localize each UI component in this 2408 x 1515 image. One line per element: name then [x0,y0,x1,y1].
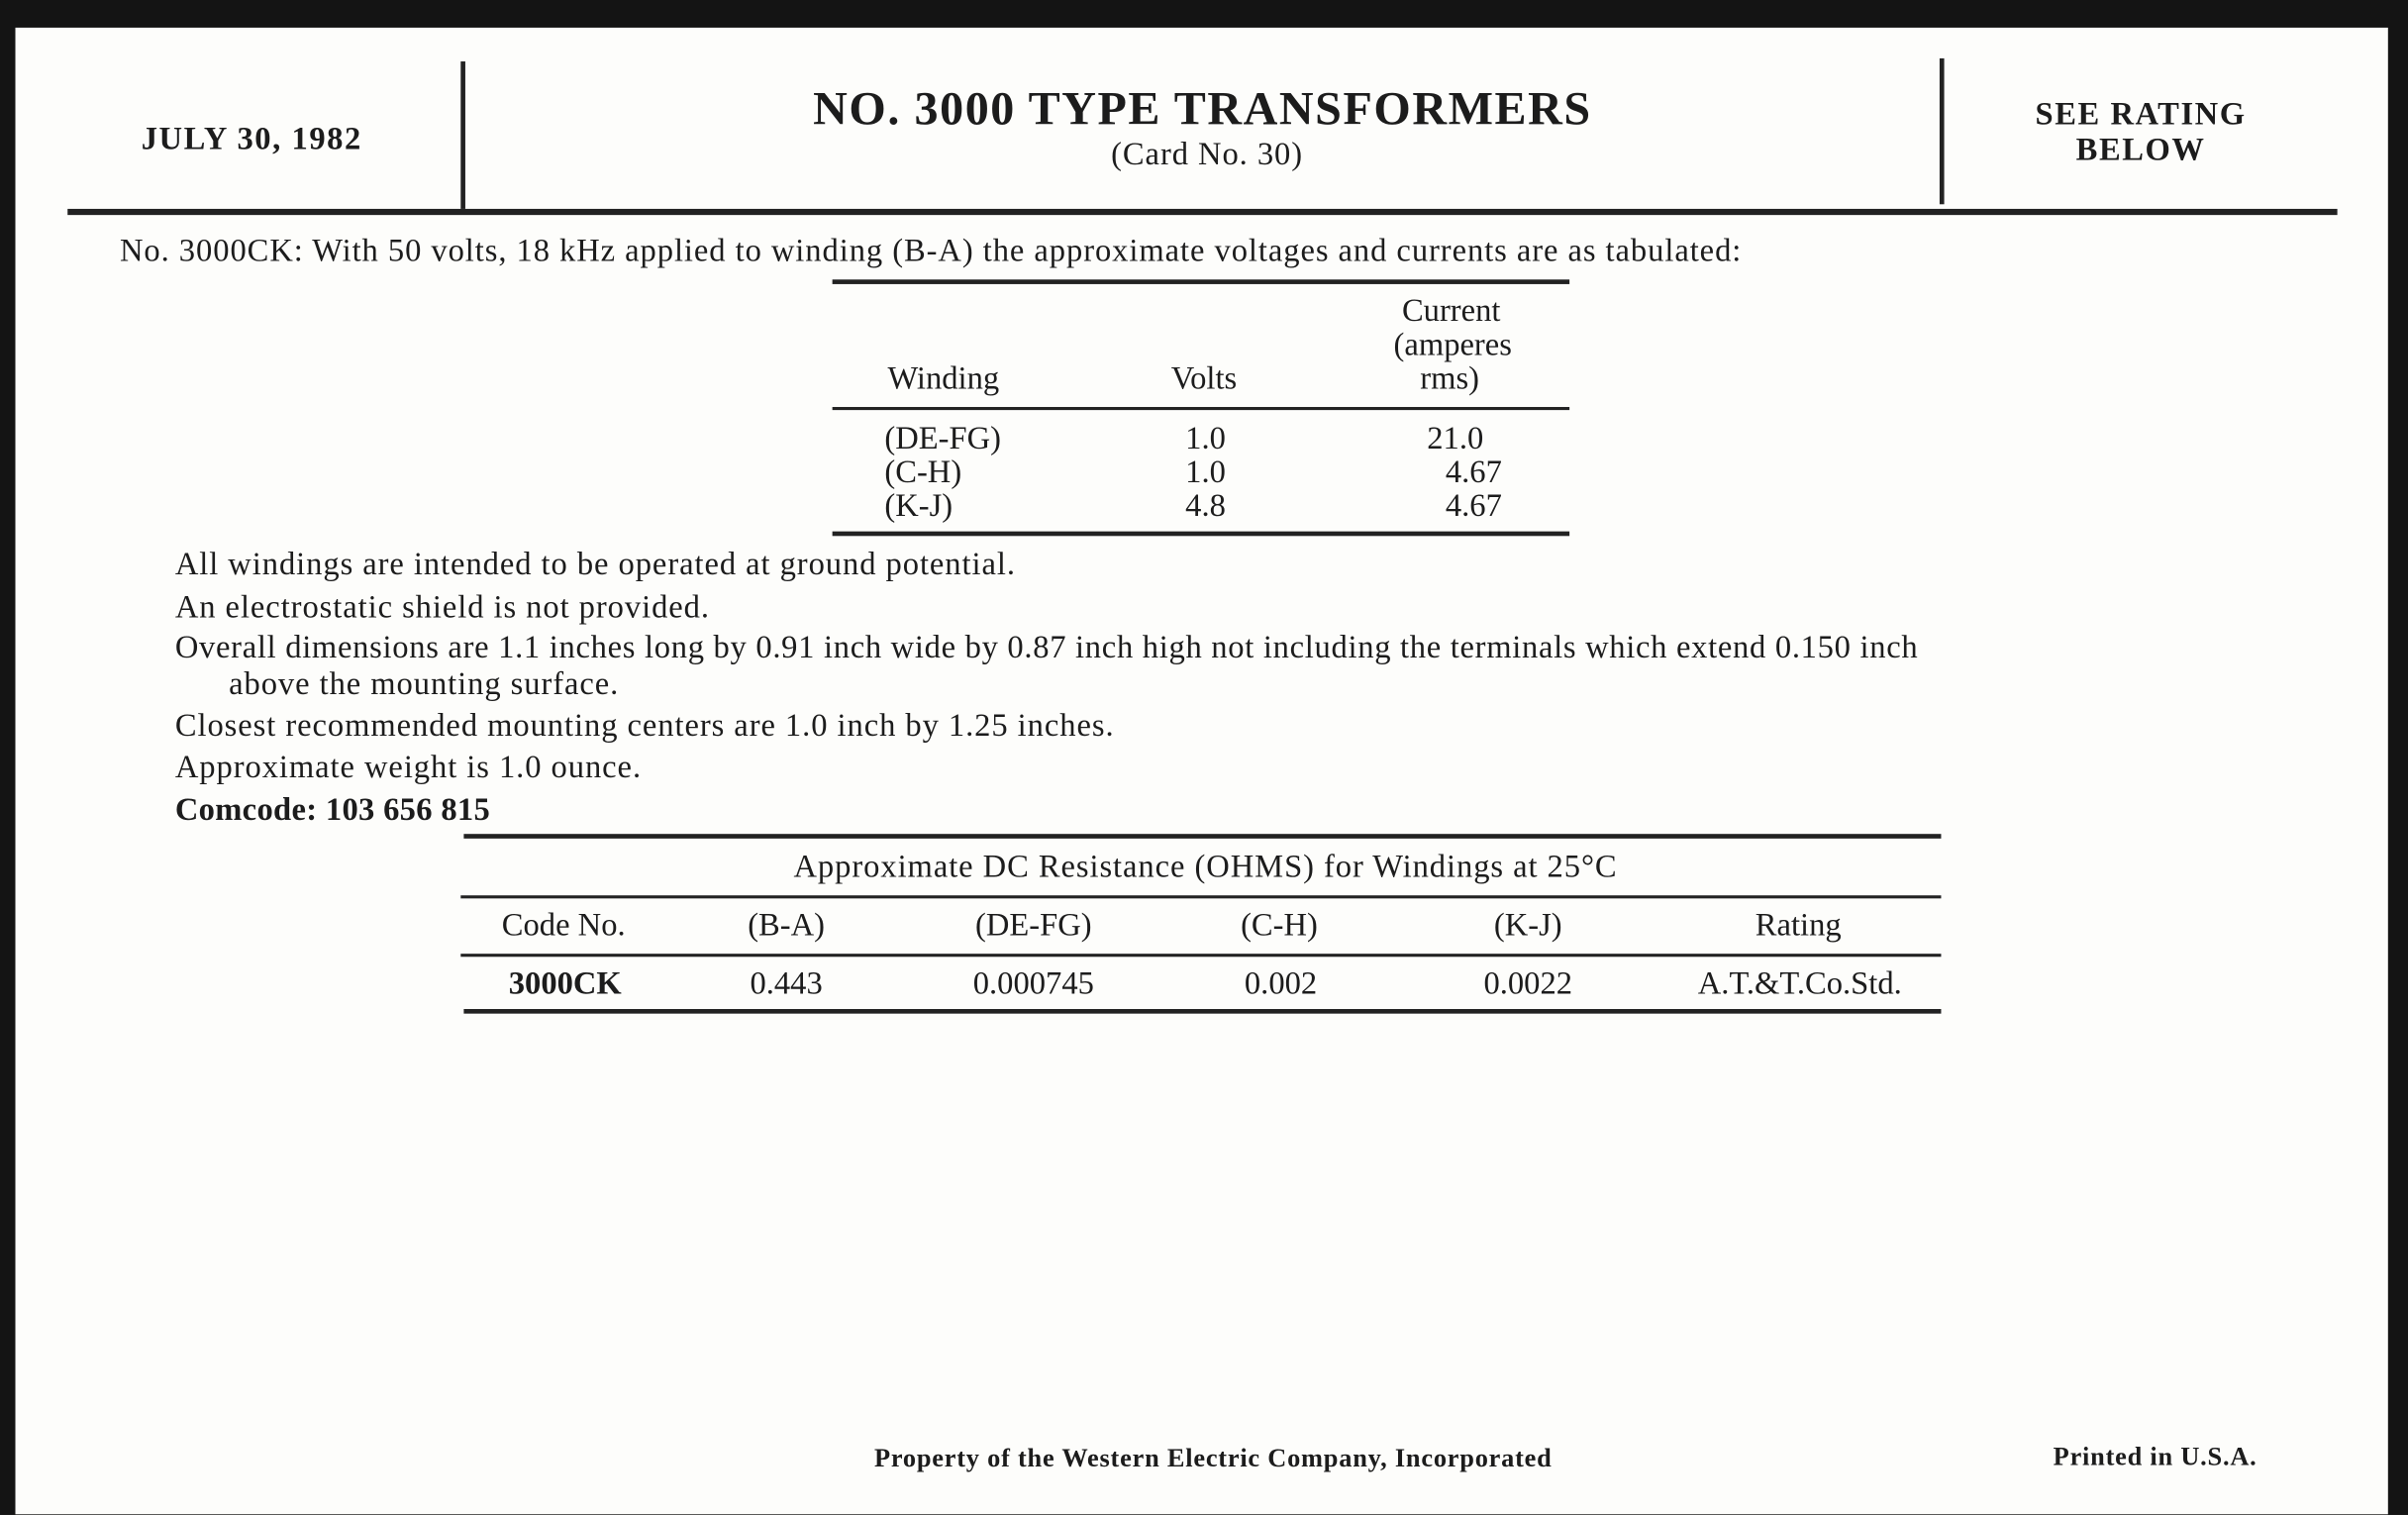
column-header-volts: Volts [1170,358,1238,397]
table-cell-current: 21.0 [1427,419,1484,456]
table-cell-rating: A.T.&T.Co.Std. [1697,964,1902,1002]
table-cell-volts: 1.0 [1185,453,1226,490]
table-cell-b-a: 0.443 [750,964,823,1002]
table-bottom-rule [833,532,1569,537]
header-rule [67,209,2337,215]
column-header-current: Current [1401,291,1501,329]
note-weight: Approximate weight is 1.0 ounce. [174,748,643,785]
resistance-table-bottom-rule [463,1009,1941,1014]
table-cell-winding: (C-H) [884,453,962,490]
column-header-current-rms: rms) [1420,358,1480,397]
header-divider-left [460,61,465,209]
note-mounting-centers: Closest recommended mounting centers are 1.0 inch by 1.25 inches. [174,706,1115,744]
column-header-b-a: (B-A) [748,906,826,944]
column-header-de-fg: (DE-FG) [975,906,1092,944]
column-header-code-no: Code No. [501,906,626,944]
column-header-current-unit: (amperes [1393,325,1512,363]
comcode: Comcode: 103 656 815 [174,790,491,828]
table-cell-current: 4.67 [1445,486,1502,524]
rating-note-line2: BELOW [2075,130,2206,168]
table-cell-volts: 1.0 [1185,419,1226,456]
note-ground-potential: All windings are intended to be operated at ground potential. [174,545,1016,582]
note-dimensions-continued: above the mounting surface. [229,664,620,702]
footer-property: Property of the Western Electric Company, Incorporated [873,1443,1553,1473]
table-cell-winding: (K-J) [884,486,953,524]
table-cell-c-h: 0.002 [1244,964,1318,1002]
table-cell-k-j: 0.0022 [1483,964,1573,1002]
table-top-rule [833,279,1569,284]
resistance-caption-rule [460,895,1941,898]
table-cell-winding: (DE-FG) [884,419,1001,456]
page-title: NO. 3000 TYPE TRANSFORMERS [813,81,1592,136]
note-dimensions: Overall dimensions are 1.1 inches long by 0.91 inch wide by 0.87 inch high not including the terminals which extend 0.150 inch [174,628,1919,665]
column-header-c-h: (C-H) [1241,906,1318,944]
table-cell-current: 4.67 [1445,453,1502,490]
resistance-table-top-rule [463,834,1941,839]
resistance-table-caption: Approximate DC Resistance (OHMS) for Windings at 25°C [793,848,1618,885]
table-cell-volts: 4.8 [1185,486,1226,524]
header-divider-right [1940,58,1945,204]
column-header-rating: Rating [1755,906,1842,944]
column-header-winding: Winding [887,358,1000,397]
footer-printed: Printed in U.S.A. [2053,1442,2258,1471]
rating-note-line1: SEE RATING [2035,95,2247,133]
note-shield: An electrostatic shield is not provided. [174,588,710,626]
resistance-header-rule [460,954,1941,957]
table-header-rule [833,407,1569,410]
card-number: (Card No. 30) [1111,135,1304,172]
intro-text: No. 3000CK: With 50 volts, 18 kHz applied to winding (B-A) the approximate voltages and currents are as tabulated: [119,232,1743,269]
table-cell-code-no: 3000CK [508,964,622,1002]
column-header-k-j: (K-J) [1493,906,1562,944]
card-date: JULY 30, 1982 [141,119,362,157]
table-cell-de-fg: 0.000745 [972,964,1094,1002]
